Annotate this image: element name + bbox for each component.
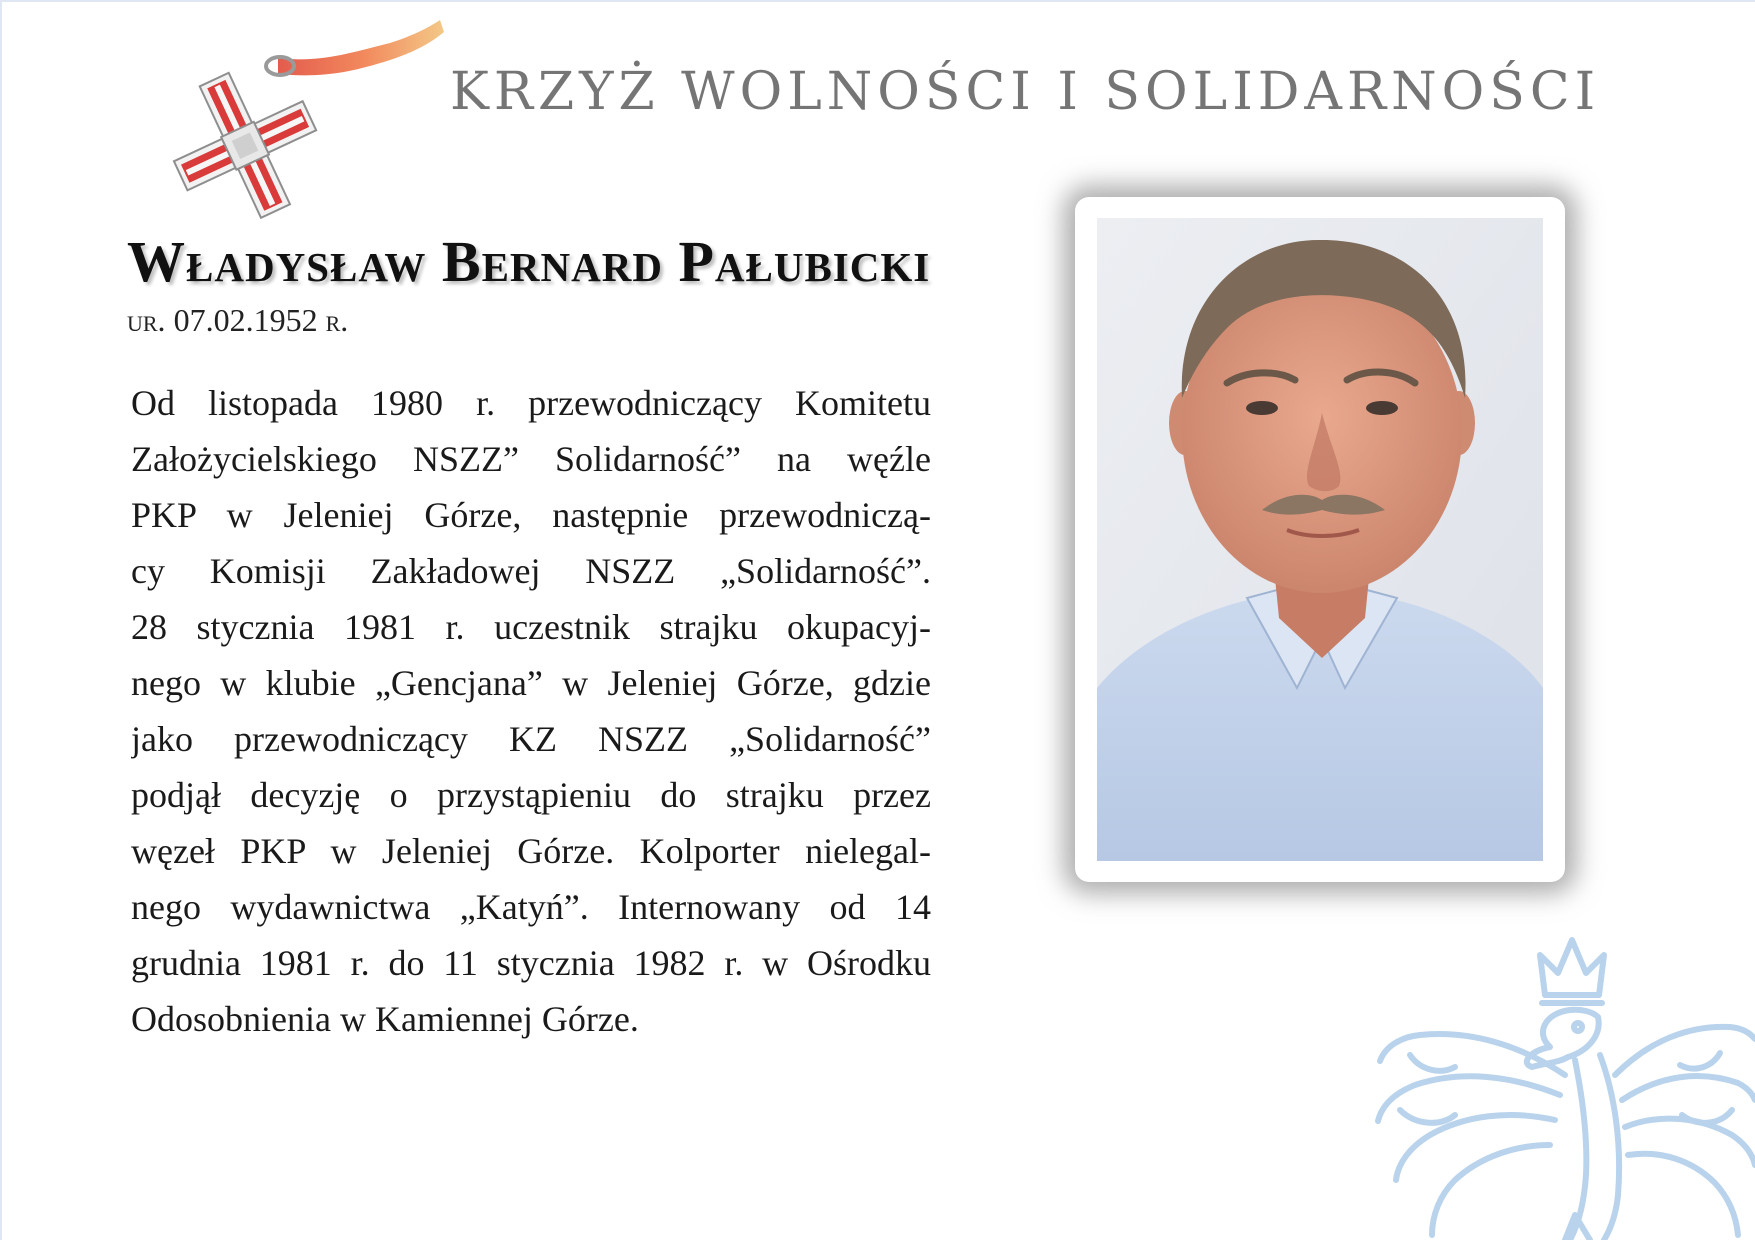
- bio-line: Od listopada 1980 r. przewodniczący Komitetu: [131, 383, 931, 423]
- person-name: Władysław Bernard Pałubicki: [127, 229, 931, 294]
- bio-line: podjął decyzję o przystąpieniu do strajku przez: [131, 775, 931, 815]
- birth-date: 07.02.1952: [173, 302, 318, 338]
- birth-line: [127, 302, 348, 339]
- bio-line: PKP w Jeleniej Górze, następnie przewodniczą-: [131, 495, 931, 535]
- bio-line: jako przewodniczący KZ NSZZ „Solidarność”: [131, 719, 931, 759]
- bio-line: nego w klubie „Gencjana” w Jeleniej Górze, gdzie: [131, 663, 931, 703]
- birth-prefix: ur.: [127, 302, 166, 338]
- eagle-emblem-icon: [1360, 935, 1755, 1240]
- bio-line: Założycielskiego NSZZ” Solidarność” na węźle: [131, 439, 931, 479]
- portrait-illustration: [1097, 218, 1543, 861]
- biography: [131, 375, 931, 1047]
- bio-line: Odosobnienia w Kamiennej Górze.: [131, 999, 639, 1039]
- bio-line: cy Komisji Zakładowej NSZZ „Solidarność”.: [131, 551, 931, 591]
- bio-line: nego wydawnictwa „Katyń”. Internowany od 14: [131, 887, 931, 927]
- portrait-photo: [1097, 218, 1543, 861]
- header-title: KRZYŻ WOLNOŚCI I SOLIDARNOŚCI: [450, 62, 1601, 122]
- birth-suffix: r.: [325, 302, 349, 338]
- medal-icon: [150, 18, 490, 228]
- bio-line: 28 stycznia 1981 r. uczestnik strajku okupacyj-: [131, 607, 931, 647]
- bio-line: węzeł PKP w Jeleniej Górze. Kolporter nielegal-: [131, 831, 931, 871]
- bio-line: grudnia 1981 r. do 11 stycznia 1982 r. w Ośrodku: [131, 943, 931, 983]
